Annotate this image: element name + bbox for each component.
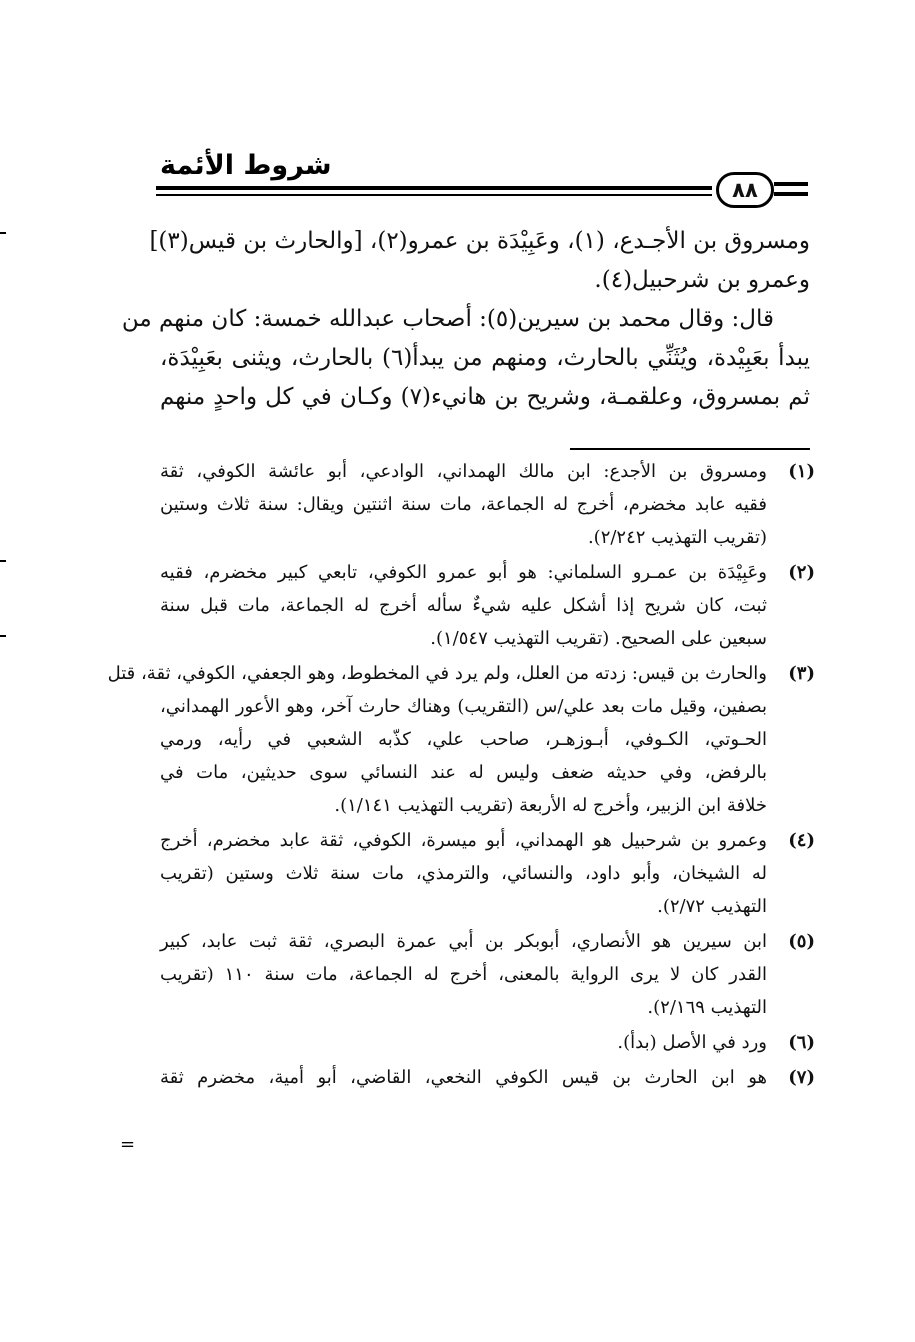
footnote-line: والحارث بن قيس: زدته من العلل، ولم يرد في المخطوط، وهو الجعفي، الكوفي، ثقة، قتل bbox=[107, 663, 767, 684]
footnote-line: بصفين، وقيل مات بعد علي/س (التقريب) وهناك حارث آخر، وهو الأعور الهمداني، bbox=[160, 696, 767, 717]
page-number-ornament bbox=[774, 182, 808, 186]
footnote-marker: (٤) bbox=[788, 830, 815, 851]
footnote-line: ثبت، كان شريح إذا أشكل عليه شيءٌ سأله أخرج له الجماعة، مات قبل سنة bbox=[160, 595, 767, 616]
page-number: ٨٨ bbox=[716, 172, 774, 208]
main-text-line: ومسروق بن الأجـدع، (١)، وعَبِيْدَة بن عمرو(٢)، [والحارث بن قيس(٣)] bbox=[149, 228, 810, 254]
footnote-body bbox=[160, 1026, 767, 1059]
running-header-title: شروط الأئمة bbox=[160, 150, 332, 181]
footnote-2 bbox=[160, 556, 815, 655]
main-text-line: وعمرو بن شرحبيل(٤). bbox=[594, 267, 810, 293]
footnote-marker: (٦) bbox=[788, 1032, 815, 1053]
footnote-marker: (١) bbox=[788, 461, 815, 482]
footnote-body bbox=[160, 1061, 767, 1094]
footnote-line: التهذيب ٢/٧٢). bbox=[657, 896, 767, 917]
binding-tick bbox=[0, 560, 6, 562]
footnote-line: ورد في الأصل (بدأ). bbox=[617, 1032, 767, 1053]
footnote-body bbox=[160, 455, 767, 554]
footnote-line: ابن سيرين هو الأنصاري، أبوبكر بن أبي عمرة البصري، ثقة ثبت عابد، كبير bbox=[160, 931, 767, 952]
footnote-line: بالرفض، وفي حديثه ضعف وليس له عند النسائي سوى حديثين، مات في bbox=[160, 762, 767, 783]
footnote-line: سبعين على الصحيح. (تقريب التهذيب ١/٥٤٧). bbox=[430, 628, 767, 649]
footnote-line: فقيه عابد مخضرم، أخرج له الجماعة، مات سنة اثنتين ويقال: سنة ثلاث وستين bbox=[160, 494, 767, 515]
header-rule-thin bbox=[156, 194, 712, 196]
footnote-4 bbox=[160, 824, 815, 923]
footnote-marker: (٧) bbox=[788, 1067, 815, 1088]
footnote-line: له الشيخان، وأبو داود، والنسائي، والترمذي، مات سنة ثلاث وستين (تقريب bbox=[160, 863, 767, 884]
footnote-body bbox=[160, 925, 767, 1024]
footnote-line: ومسروق بن الأجدع: ابن مالك الهمداني، الوادعي، أبو عائشة الكوفي، ثقة bbox=[160, 461, 767, 482]
footnote-line: التهذيب ٢/١٦٩). bbox=[647, 997, 767, 1018]
footnote-3 bbox=[107, 657, 815, 822]
footnote-line: وعَبِيْدَة بن عمـرو السلماني: هو أبو عمرو الكوفي، تابعي كبير مخضرم، فقيه bbox=[160, 562, 767, 583]
binding-tick bbox=[0, 232, 6, 234]
footnote-separator bbox=[570, 448, 810, 450]
footnote-line: الحـوتي، الكـوفي، أبـوزهـر، صاحب علي، كذّبه الشعبي في رأيه، ورمي bbox=[160, 729, 767, 750]
binding-tick bbox=[0, 635, 6, 637]
footnote-line: القدر كان لا يرى الرواية بالمعنى، أخرج له الجماعة، مات سنة ١١٠ (تقريب bbox=[160, 964, 767, 985]
footnote-marker: (٢) bbox=[788, 562, 815, 583]
footnote-1 bbox=[160, 455, 815, 554]
main-text-line: يبدأ بعَبِيْدة، ويُثَنِّي بالحارث، ومنهم من يبدأ(٦) بالحارث، ويثنى بعَبِيْدَة، bbox=[160, 345, 810, 371]
footnote-line: هو ابن الحارث بن قيس الكوفي النخعي، القاضي، أبو أمية، مخضرم ثقة bbox=[160, 1067, 767, 1088]
footnote-line: وعمرو بن شرحبيل هو الهمداني، أبو ميسرة، الكوفي، ثقة عابد مخضرم، أخرج bbox=[160, 830, 767, 851]
continuation-mark: = bbox=[120, 1134, 136, 1155]
main-text-line: ثم بمسروق، وعلقمـة، وشريح بن هانيء(٧) وكـان في كل واحدٍ منهم bbox=[160, 384, 810, 410]
main-text-line: قال: وقال محمد بن سيرين(٥): أصحاب عبدالله خمسة: كان منهم من bbox=[121, 306, 774, 332]
footnote-7 bbox=[160, 1061, 815, 1094]
main-text bbox=[121, 222, 810, 417]
footnote-5 bbox=[160, 925, 815, 1024]
page-number-ornament bbox=[774, 192, 808, 196]
footnote-body bbox=[160, 556, 767, 655]
footnote-marker: (٥) bbox=[788, 931, 815, 952]
footnote-body bbox=[107, 657, 767, 822]
footnote-line: (تقريب التهذيب ٢/٢٤٢). bbox=[587, 527, 767, 548]
footnote-6 bbox=[160, 1026, 815, 1059]
footnotes bbox=[107, 455, 815, 1096]
footnote-marker: (٣) bbox=[788, 663, 815, 684]
footnote-line: خلافة ابن الزبير، وأخرج له الأربعة (تقريب التهذيب ١/١٤١). bbox=[334, 795, 767, 816]
footnote-body bbox=[160, 824, 767, 923]
header-rule bbox=[156, 186, 712, 190]
